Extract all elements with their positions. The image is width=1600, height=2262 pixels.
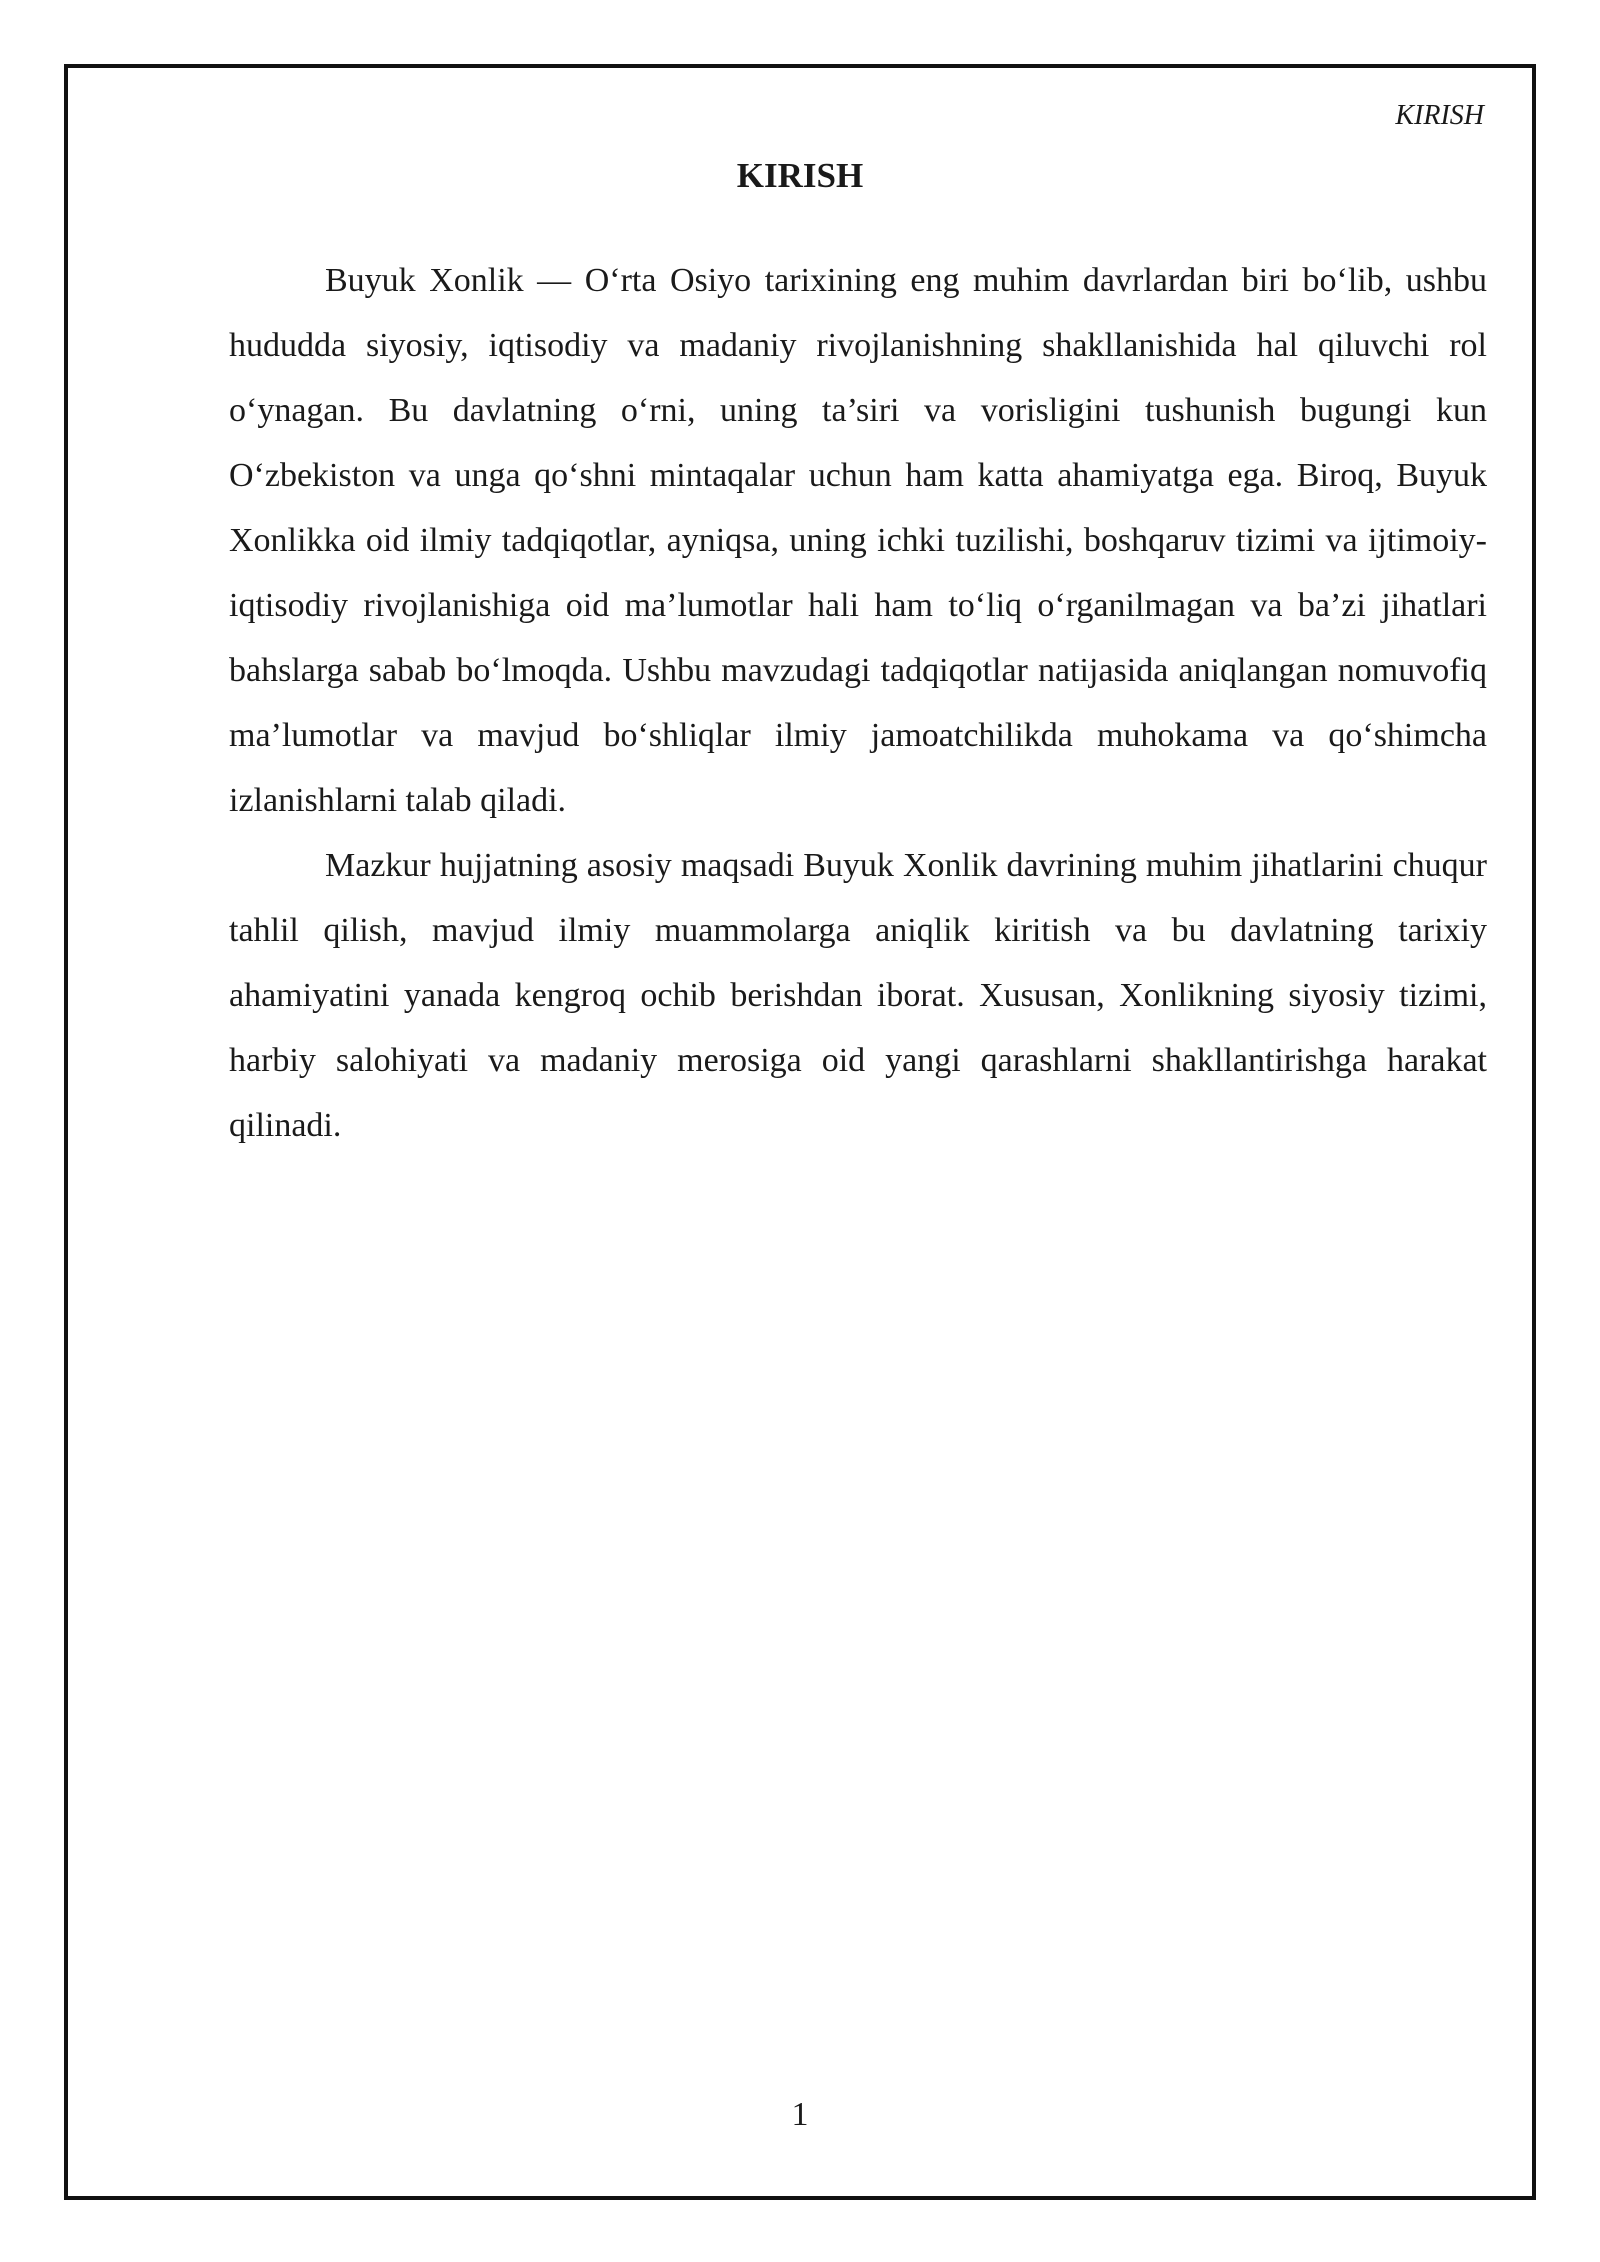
page-frame <box>64 64 1536 2200</box>
page-number: 1 <box>791 2096 809 2133</box>
body-text <box>229 248 1487 1158</box>
paragraph-1: Buyuk Xonlik — O‘rta Osiyo tarixining eng muhim davrlardan biri bo‘lib, ushbu hududda siyosiy, iqtisodiy va madaniy rivojlanishning shakllanishida hal qiluvchi rol o‘ynagan. Bu davlatning o‘rni, uning ta’siri va vorisligini tushunish bugungi kun O‘zbekiston va unga qo‘shni mintaqalar uchun ham katta ahamiyatga ega. Biroq, Buyuk Xonlikka oid ilmiy tadqiqotlar, ayniqsa, uning ichki tuzilishi, boshqaruv tizimi va ijtimoiy-iqtisodiy rivojlanishiga oid ma’lumotlar hali ham to‘liq o‘rganilmagan va ba’zi jihatlari bahslarga sabab bo‘lmoqda. Ushbu mavzudagi tadqiqotlar natijasida aniqlangan nomuvofiq ma’lumotlar va mavjud bo‘shliqlar ilmiy jamoatchilikda muhokama va qo‘shimcha izlanishlarni talab qiladi. <box>229 262 1487 819</box>
paragraph-2: Mazkur hujjatning asosiy maqsadi Buyuk Xonlik davrining muhim jihatlarini chuqur tahlil qilish, mavjud ilmiy muammolarga aniqlik kiritish va bu davlatning tarixiy ahamiyatini yanada kengroq ochib berishdan iborat. Xususan, Xonlikning siyosiy tizimi, harbiy salohiyati va madaniy merosiga oid yangi qarashlarni shakllantirishga harakat qilinadi. <box>229 847 1487 1144</box>
running-header: KIRISH <box>1395 100 1484 131</box>
page-title: KIRISH <box>736 156 864 195</box>
